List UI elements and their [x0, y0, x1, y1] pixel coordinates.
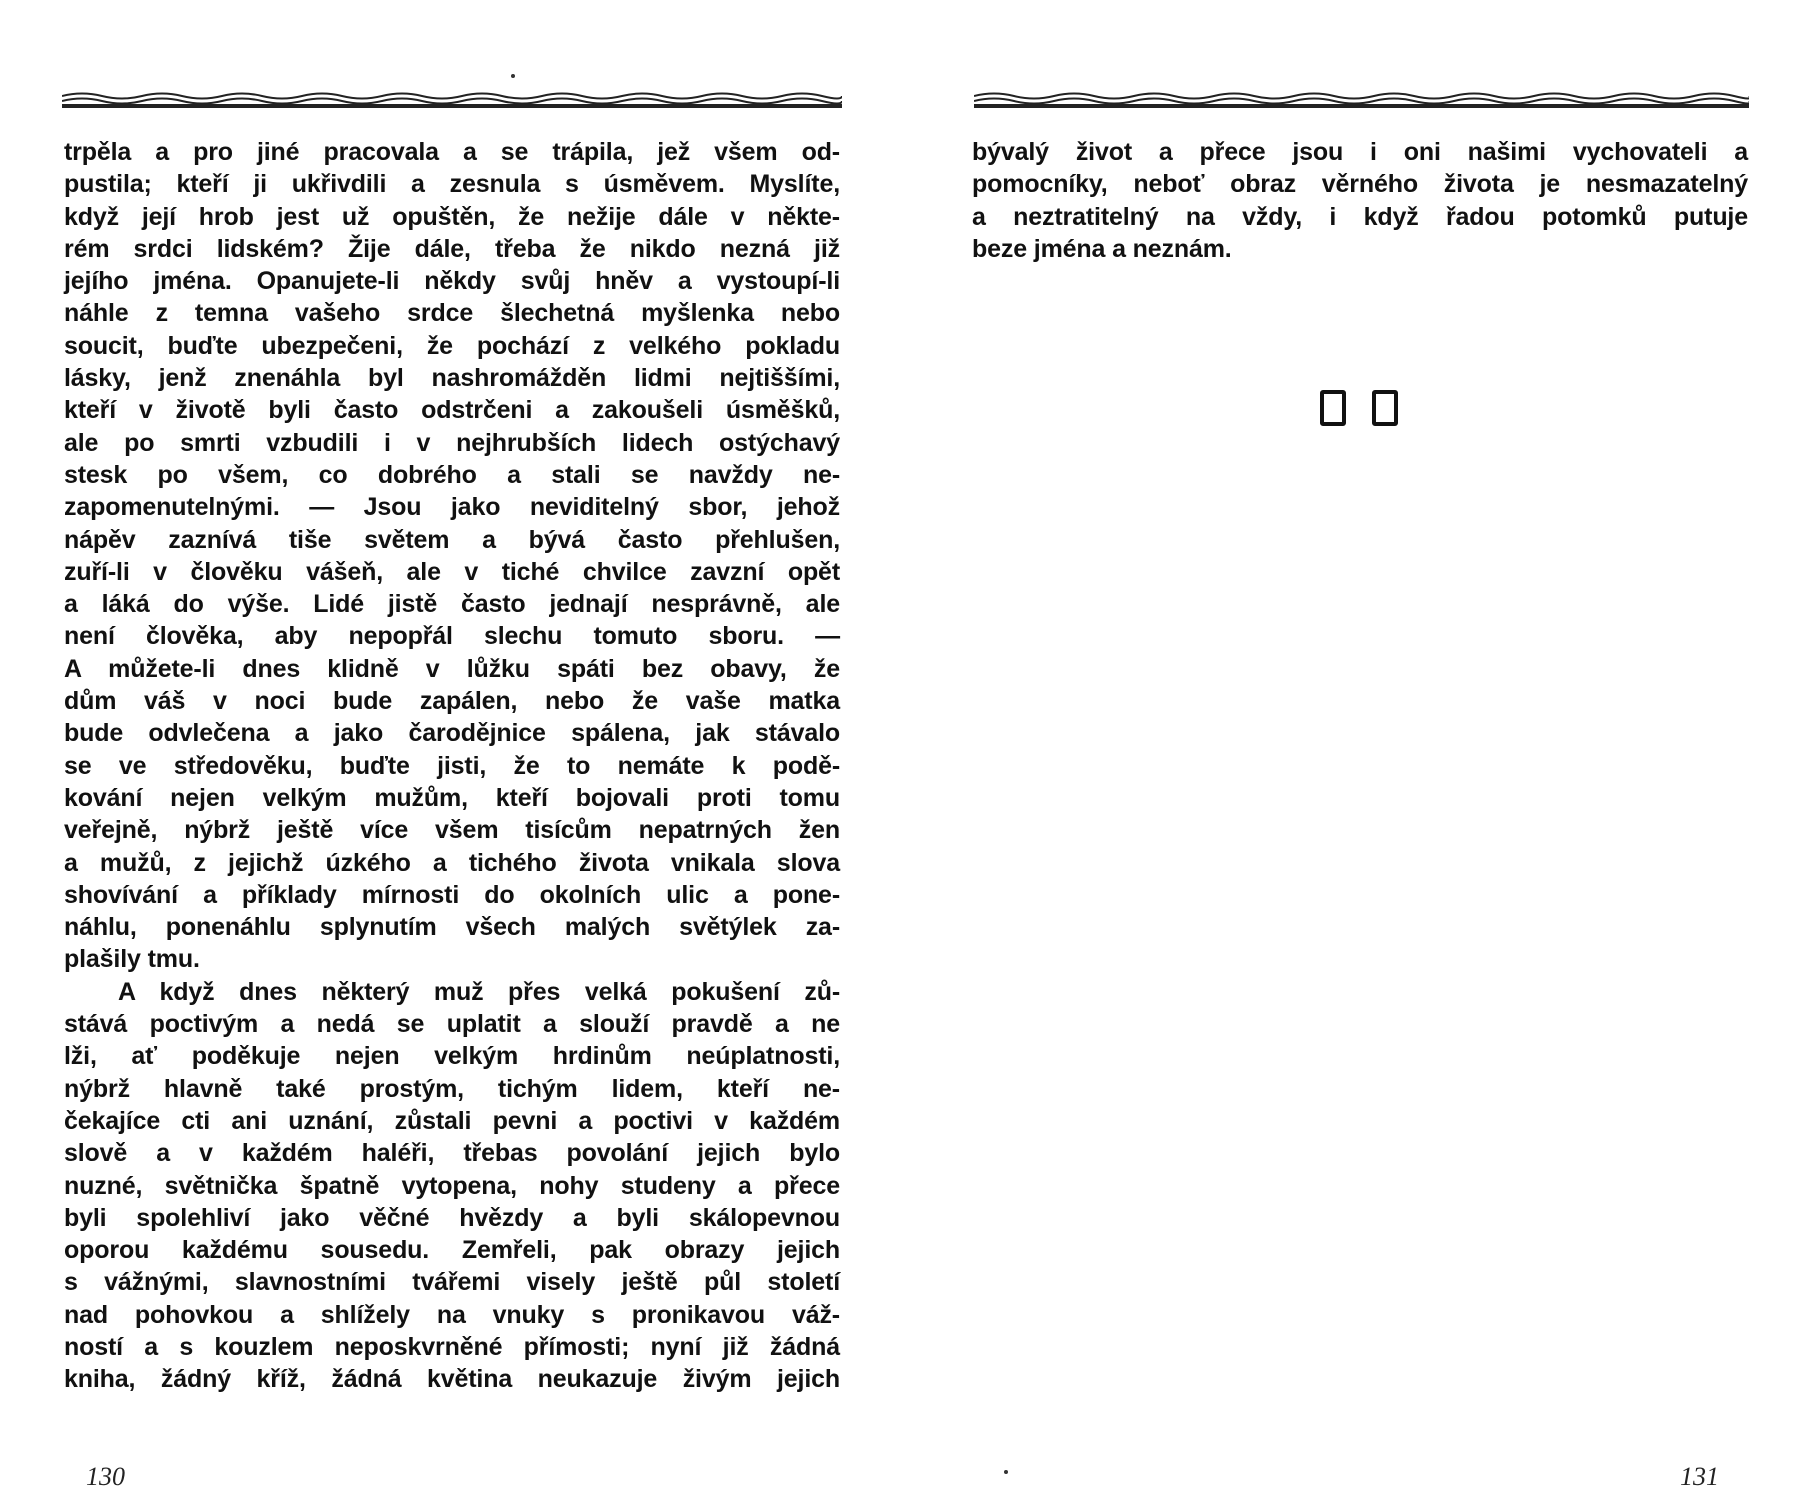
text-line: veřejně, nýbrž ještě více všem tisícům nepatrných žen [64, 816, 840, 845]
text-line: trpěla a pro jiné pracovala a se trápila, jež všem od- [64, 138, 840, 166]
text-line: náhle z temna vašeho srdce šlechetná myšlenka nebo [64, 299, 840, 328]
text-line: rém srdci lidském? Žije dále, třeba že nikdo nezná již [64, 234, 840, 263]
text-line: nad pohovkou a shlížely na vnuky s pronikavou váž- [64, 1300, 840, 1329]
text-line: soucit, buďte ubezpečeni, že pochází z velkého pokladu [64, 331, 840, 360]
text-line: plašily tmu. [64, 945, 200, 974]
square-ornament-icon [1372, 390, 1398, 426]
text-line: lásky, jenž znenáhla byl nashromážděn lidmi nejtiššími, [64, 364, 840, 393]
text-line: čekajíce cti ani uznání, zůstali pevni a poctivi v každém [64, 1106, 840, 1135]
text-line: s vážnými, slavnostními tvářemi visely ještě půl století [64, 1268, 840, 1297]
text-line: a neztratitelný na vždy, i když řadou potomků putuje [972, 202, 1748, 231]
text-line: byli spolehliví jako věčné hvězdy a byli skálopevnou [64, 1203, 840, 1232]
text-line: slově a v každém haléři, třebas povolání jejich bylo [64, 1139, 840, 1168]
text-line: bývalý život a přece jsou i oni našimi vychovateli a [972, 138, 1748, 166]
text-line: nápěv zaznívá tiše světem a bývá často přehlušen, [64, 525, 840, 554]
text-line: oporou každému sousedu. Zemřeli, pak obrazy jejich [64, 1236, 840, 1265]
text-line: a mužů, z jejichž úzkého a tichého života vnikala slova [64, 848, 840, 877]
text-line: ností a s kouzlem neposkvrněné přímosti; nyní již žádná [64, 1332, 840, 1361]
text-line: nýbrž hlavně také prostým, tichým lidem, kteří ne- [64, 1074, 840, 1103]
text-line: náhlu, ponenáhlu splynutím všech malých světýlek za- [64, 913, 840, 942]
text-line: se ve středověku, buďte jisti, že to nemáte k podě- [64, 751, 840, 780]
text-line: A můžete-li dnes klidně v lůžku spáti bez obavy, že [64, 654, 840, 683]
text-line: nuzné, světnička špatně vytopena, nohy studeny a přece [64, 1171, 840, 1200]
text-line: jejího jména. Opanujete-li někdy svůj hněv a vystoupí-li [64, 267, 840, 296]
text-line: stesk po všem, co dobrého a stali se navždy ne- [64, 460, 840, 489]
left-text-column [64, 136, 840, 1396]
text-line: není člověka, aby nepopřál slechu tomuto sboru. — [64, 622, 840, 651]
text-line: shovívání a příklady mírnosti do okolních ulic a pone- [64, 880, 840, 909]
text-line: stává poctivým a nedá se uplatit a slouží pravdě a ne [64, 1010, 840, 1039]
text-line: kteří v životě byli často odstrčeni a zakoušeli úsměšků, [64, 396, 840, 425]
page-number-right: 131 [1680, 1462, 1719, 1491]
text-line: beze jména a neznám. [972, 234, 1232, 263]
square-ornament-icon [1320, 390, 1346, 426]
page-number-left: 130 [86, 1462, 125, 1491]
text-line: lži, ať poděkuje nejen velkým hrdinům neúplatnosti, [64, 1042, 840, 1071]
right-text-column [972, 136, 1748, 265]
text-line: pomocníky, neboť obraz věrného života je nesmazatelný [972, 170, 1748, 199]
text-line: zuří-li v člověku vášeň, ale v tiché chvilce zavzní opět [64, 557, 840, 586]
header-ornament-right [974, 88, 1749, 110]
text-line: A když dnes některý muž přes velká pokušení zů- [118, 977, 840, 1006]
text-line: zapomenutelnými. — Jsou jako neviditelný sbor, jehož [64, 493, 840, 522]
text-line: kniha, žádný kříž, žádná květina neukazuje živým jejich [64, 1365, 840, 1394]
text-line: kování nejen velkým mužům, kteří bojovali proti tomu [64, 783, 840, 812]
header-ornament-left [62, 88, 842, 110]
text-line: bude odvlečena a jako čarodějnice spálena, jak stávalo [64, 719, 840, 748]
text-line: dům váš v noci bude zapálen, nebo že vaše matka [64, 687, 840, 716]
section-end-mark [1320, 390, 1398, 426]
text-line: pustila; kteří ji ukřivdili a zesnula s úsměvem. Myslíte, [64, 170, 840, 199]
text-line: a láká do výše. Lidé jistě často jednají nesprávně, ale [64, 590, 840, 619]
right-page [900, 0, 1800, 1500]
print-speck [1004, 1470, 1008, 1474]
text-line: když její hrob jest už opuštěn, že nežije dále v někte- [64, 202, 840, 231]
print-speck [511, 74, 515, 78]
text-line: ale po smrti vzbudili i v nejhrubších lidech ostýchavý [64, 428, 840, 457]
